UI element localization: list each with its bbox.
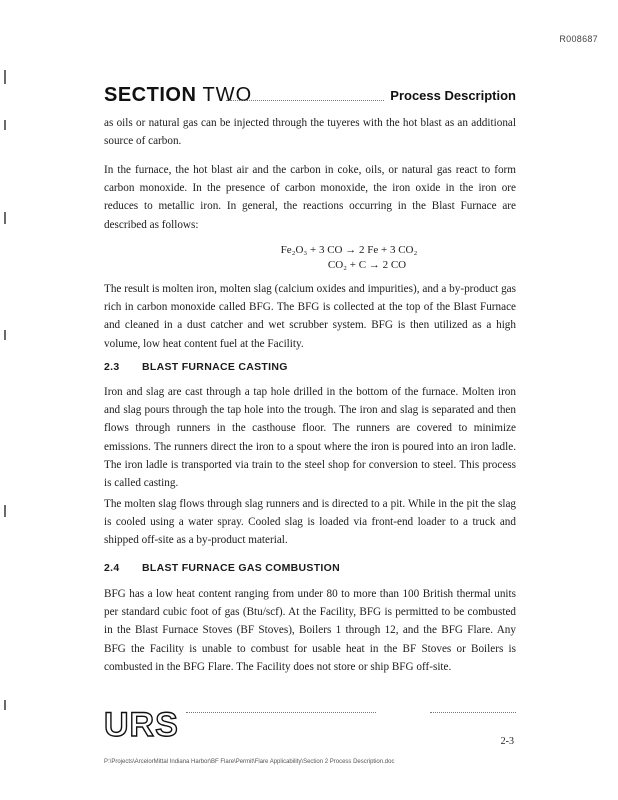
- paragraph-text: The molten slag flows through slag runners and is directed to a pit. While in the pit the slag is cooled using a water spray. Cooled slag is loaded via front-end loader to a truck and shipped off-site as a by-product material.: [104, 498, 516, 547]
- paragraph-text: BFG has a low heat content ranging from under 80 to more than 100 British thermal units per standard cubic foot of gas (Btu/scf). At the Facility, BFG is permitted to be combusted in the Blast Furnace Stoves (BF Stoves), Boilers 1 through 12, and the BFG Flare. Any BFG the Facility is unable to combust for usable heat in the BF Stoves or Boilers is combusted in the BFG Flare. The Facility does not store or ship BFG off-site.: [104, 588, 516, 673]
- heading-text: BLAST FURNACE GAS COMBUSTION: [142, 562, 340, 574]
- binding-mark: [4, 505, 6, 517]
- section-number: TWO: [202, 84, 253, 106]
- paragraph-3: [104, 280, 516, 353]
- heading-number: 2.4: [104, 562, 120, 574]
- footer-rule: [186, 712, 376, 713]
- section-title: [104, 84, 252, 107]
- paragraph-2: [104, 161, 516, 234]
- paragraph-text: Iron and slag are cast through a tap hole drilled in the bottom of the furnace. Molten iron and slag pours through the tap hole into the trough. The iron and slag is separated and then flows through runners in the casthouse floor. The runners are covered to minimize emissions. The runners direct the iron to a spout where the iron is poured into an iron ladle. The iron ladle is transported via train to the steel shop for conversion to steel. This process is called casting.: [104, 386, 516, 490]
- equation-2: CO₂ + C → 2 CO: [327, 259, 407, 271]
- binding-mark: [4, 212, 6, 224]
- paragraph-4: [104, 383, 516, 492]
- paragraph-1: [104, 114, 516, 150]
- footer-rule: [430, 712, 516, 713]
- equation-1: Fe₂O₃ + 3 CO → 2 Fe + 3 CO₂: [280, 244, 418, 256]
- section-heading-2-4: [104, 562, 340, 574]
- binding-mark: [4, 120, 6, 130]
- page-number: 2-3: [500, 736, 514, 747]
- binding-mark: [4, 700, 6, 710]
- section-label: SECTION: [104, 84, 197, 106]
- footer-file-path: P:\Projects\ArcelorMittal Indiana Harbor\BF Flare\Permit\Flare Applicability\Section 2 Process Description.doc: [104, 759, 395, 765]
- heading-text: BLAST FURNACE CASTING: [142, 361, 288, 373]
- paragraph-text: The result is molten iron, molten slag (calcium oxides and impurities), and a by-product gas rich in carbon monoxide called BFG. The BFG is collected at the top of the Blast Furnace and cleaned in a dust catcher and wet scrubber system. BFG is then utilized as a high volume, low heat content fuel at the Facility.: [104, 283, 516, 350]
- paragraph-6: [104, 585, 516, 676]
- paragraph-5: [104, 495, 516, 550]
- urs-logo: URS: [104, 706, 179, 744]
- document-id: R008687: [559, 34, 598, 44]
- header-rule: [226, 100, 384, 101]
- binding-mark: [4, 330, 6, 340]
- paragraph-text: In the furnace, the hot blast air and the carbon in coke, oils, or natural gas react to form carbon monoxide. In the presence of carbon monoxide, the iron oxide in the iron ore reduces to metallic iron. In general, the reactions occurring in the Blast Furnace are described as follows:: [104, 164, 516, 231]
- section-heading-2-3: [104, 361, 288, 373]
- section-subject: Process Description: [390, 88, 516, 103]
- binding-mark: [4, 70, 6, 84]
- paragraph-text: as oils or natural gas can be injected through the tuyeres with the hot blast as an additional source of carbon.: [104, 117, 516, 148]
- heading-number: 2.3: [104, 361, 120, 373]
